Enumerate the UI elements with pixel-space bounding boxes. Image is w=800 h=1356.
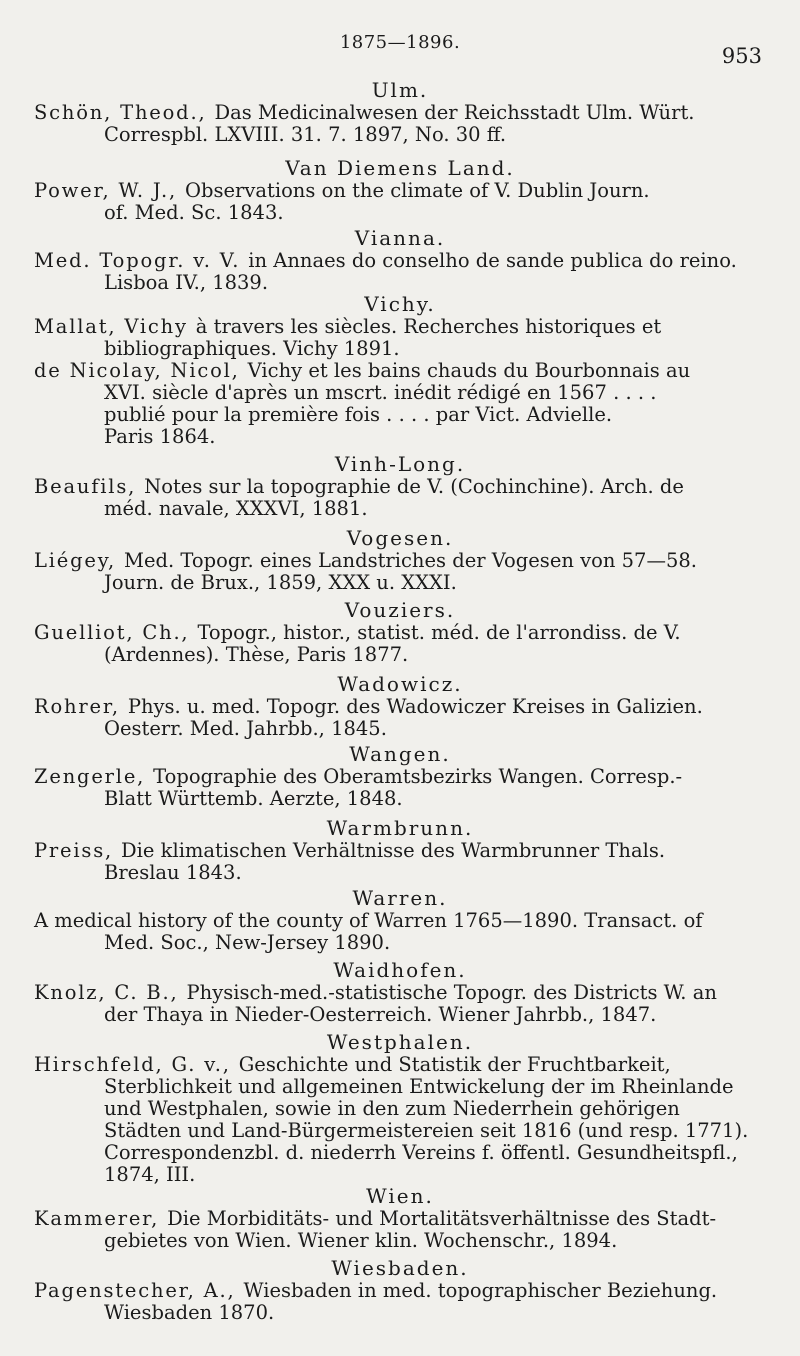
entry-continuation-line <box>34 572 764 594</box>
entry-text: Physisch-med.-statistische Topogr. des Districts W. an <box>186 981 717 1004</box>
entry-text: Wiesbaden in med. topographischer Beziehung. <box>243 1279 718 1302</box>
section-heading: Wiesbaden. <box>331 1256 469 1280</box>
entry-continuation-line <box>34 1076 764 1098</box>
entry-author: Liégey, <box>34 549 124 572</box>
entry-continuation-line <box>34 1120 764 1142</box>
entry-author: Preiss, <box>34 839 122 862</box>
entry-first-line <box>34 910 764 932</box>
bibliography-entry <box>34 696 764 740</box>
section-heading: Westphalen. <box>326 1030 474 1054</box>
section-heading: Vichy. <box>364 292 436 316</box>
section-heading: Waidhofen. <box>333 958 467 982</box>
entry-continuation-line <box>34 788 764 810</box>
entry-first-line <box>34 766 764 788</box>
entry-first-line <box>34 1208 764 1230</box>
entry-text: Notes sur la topographie de V. (Cochinchine). Arch. de <box>144 475 684 498</box>
bibliography-entry <box>34 840 764 884</box>
entry-continuation-line <box>34 718 764 740</box>
bibliography-entry <box>34 1054 764 1186</box>
entry-text: A medical history of the county of Warren 1765—1890. Transact. of <box>34 909 703 932</box>
entry-text: Die klimatischen Verhältnisse des Warmbrunner Thals. <box>121 839 666 862</box>
bibliography-entry <box>34 1208 764 1252</box>
entry-text: méd. navale, XXXVI, 1881. <box>104 497 368 520</box>
entry-first-line <box>34 1280 764 1302</box>
page-number: 953 <box>721 44 762 68</box>
section-heading: Wien. <box>366 1184 434 1208</box>
entry-author: de Nicolay, Nicol, <box>34 359 248 382</box>
entry-text: Correspondenzbl. d. niederrh Vereins f. öffentl. Gesundheitspfl., <box>104 1141 738 1164</box>
entry-text: 1874, III. <box>104 1163 196 1186</box>
bibliography-entry <box>34 910 764 954</box>
bibliography-entry <box>34 550 764 594</box>
entry-text: Phys. u. med. Topogr. des Wadowiczer Kreises in Galizien. <box>127 695 703 718</box>
entry-continuation-line <box>34 338 764 360</box>
entry-text: Wiesbaden 1870. <box>104 1301 275 1324</box>
entry-author: Kammerer, <box>34 1207 168 1230</box>
entry-continuation-line <box>34 1142 764 1164</box>
entry-text: Paris 1864. <box>104 425 216 448</box>
entry-continuation-line <box>34 404 764 426</box>
entry-author: Med. Topogr. v. V. <box>34 249 249 272</box>
entry-continuation-line <box>34 272 764 294</box>
entry-continuation-line <box>34 1004 764 1026</box>
entry-text: Journ. de Brux., 1859, XXX u. XXXI. <box>104 571 457 594</box>
entry-text: XVI. siècle d'après un mscrt. inédit rédigé en 1567 . . . . <box>104 381 657 404</box>
entry-text: Das Medicinalwesen der Reichsstadt Ulm. Würt. <box>214 101 695 124</box>
entry-author: Knolz, C. B., <box>34 981 187 1004</box>
entry-text: Städten und Land-Bürgermeistereien seit 1816 (und resp. 1771). <box>104 1119 749 1142</box>
bibliography-entry <box>34 476 764 520</box>
entry-continuation-line <box>34 1164 764 1186</box>
section-heading: Vogesen. <box>346 526 454 550</box>
bibliography-entry <box>34 766 764 810</box>
entry-continuation-line <box>34 1230 764 1252</box>
section-heading: Van Diemens Land. <box>285 156 515 180</box>
entry-author: Beaufils, <box>34 475 145 498</box>
entry-text: und Westphalen, sowie in den zum Niederrhein gehörigen <box>104 1097 680 1120</box>
entry-text: Topogr., histor., statist. méd. de l'arrondiss. de V. <box>197 621 681 644</box>
entry-first-line <box>34 1054 764 1076</box>
entry-first-line <box>34 982 764 1004</box>
entry-text: Blatt Württemb. Aerzte, 1848. <box>104 787 403 810</box>
entry-text: Die Morbiditäts- und Mortalitätsverhältnisse des Stadt- <box>167 1207 717 1230</box>
bibliography-entry <box>34 622 764 666</box>
bibliography-entry <box>34 982 764 1026</box>
entry-text: Vichy et les bains chauds du Bourbonnais au <box>247 359 691 382</box>
entry-text: (Ardennes). Thèse, Paris 1877. <box>104 643 409 666</box>
entry-text: bibliographiques. Vichy 1891. <box>104 337 400 360</box>
entry-continuation-line <box>34 202 764 224</box>
entry-text: Lisboa IV., 1839. <box>104 271 269 294</box>
section-heading: Vianna. <box>354 226 446 250</box>
entry-text: Correspbl. LXVIII. 31. 7. 1897, No. 30 ff. <box>104 123 507 146</box>
entry-author: Mallat, Vichy <box>34 315 196 338</box>
entry-author: Schön, Theod., <box>34 101 215 124</box>
bibliography-entry <box>34 1280 764 1324</box>
entry-continuation-line <box>34 382 764 404</box>
entry-first-line <box>34 550 764 572</box>
entry-continuation-line <box>34 1302 764 1324</box>
entry-text: Observations on the climate of V. Dublin Journ. <box>185 179 650 202</box>
entry-continuation-line <box>34 426 764 448</box>
entry-text: publié pour la première fois . . . . par Vict. Advielle. <box>104 403 613 426</box>
entry-author: Pagenstecher, A., <box>34 1279 244 1302</box>
entry-text: gebietes von Wien. Wiener klin. Wochenschr., 1894. <box>104 1229 618 1252</box>
entry-author: Power, W. J., <box>34 179 186 202</box>
section-heading: Warmbrunn. <box>326 816 474 840</box>
entry-first-line <box>34 840 764 862</box>
section-heading: Ulm. <box>371 78 429 102</box>
entry-first-line <box>34 476 764 498</box>
entry-author: Zengerle, <box>34 765 154 788</box>
entry-continuation-line <box>34 644 764 666</box>
section-heading: Vinh-Long. <box>334 452 466 476</box>
entry-text: Med. Topogr. eines Landstriches der Vogesen von 57—58. <box>123 549 697 572</box>
entry-continuation-line <box>34 862 764 884</box>
entry-text: in Annaes do conselho de sande publica do reino. <box>248 249 737 272</box>
section-heading: Wadowicz. <box>337 672 463 696</box>
entry-first-line <box>34 250 764 272</box>
entry-text: Breslau 1843. <box>104 861 242 884</box>
bibliography-entry <box>34 250 764 294</box>
entry-author: Hirschfeld, G. v., <box>34 1053 239 1076</box>
entry-author: Rohrer, <box>34 695 128 718</box>
entry-first-line <box>34 102 764 124</box>
section-heading: Warren. <box>352 886 448 910</box>
entry-text: à travers les siècles. Recherches historiques et <box>195 315 662 338</box>
entry-text: of. Med. Sc. 1843. <box>104 201 284 224</box>
entry-text: Geschichte und Statistik der Fruchtbarkeit, <box>238 1053 671 1076</box>
entry-first-line <box>34 316 764 338</box>
section-heading: Wangen. <box>349 742 451 766</box>
entry-text: Oesterr. Med. Jahrbb., 1845. <box>104 717 387 740</box>
entry-continuation-line <box>34 932 764 954</box>
bibliography-entry <box>34 360 764 448</box>
entry-first-line <box>34 622 764 644</box>
running-header: 1875—1896. <box>339 32 461 53</box>
entry-text: Sterblichkeit und allgemeinen Entwickelung der im Rheinlande <box>104 1075 734 1098</box>
entry-continuation-line <box>34 1098 764 1120</box>
entry-first-line <box>34 180 764 202</box>
entry-continuation-line <box>34 124 764 146</box>
entry-first-line <box>34 696 764 718</box>
entry-continuation-line <box>34 498 764 520</box>
entry-text: Topographie des Oberamtsbezirks Wangen. Corresp.- <box>153 765 683 788</box>
entry-text: der Thaya in Nieder-Oesterreich. Wiener Jahrbb., 1847. <box>104 1003 657 1026</box>
bibliography-entry <box>34 316 764 360</box>
entry-first-line <box>34 360 764 382</box>
entry-author: Guelliot, Ch., <box>34 621 198 644</box>
entry-text: Med. Soc., New-Jersey 1890. <box>104 931 391 954</box>
bibliography-entry <box>34 180 764 224</box>
bibliography-entry <box>34 102 764 146</box>
section-heading: Vouziers. <box>344 598 456 622</box>
